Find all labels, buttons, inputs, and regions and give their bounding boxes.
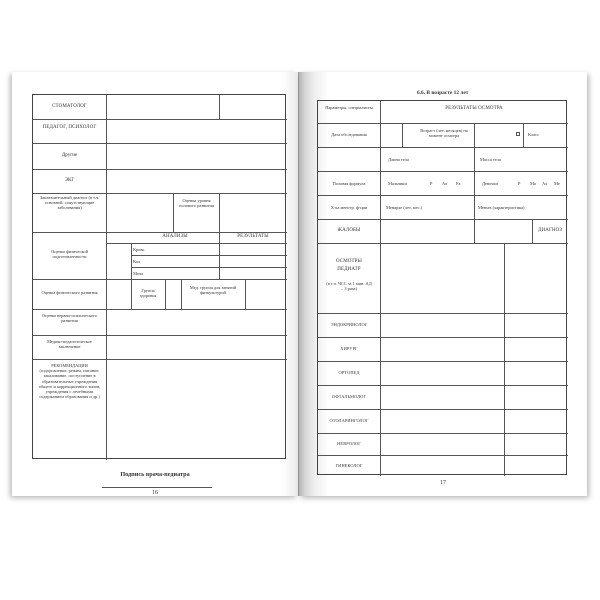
girls-code-3: Ах (542, 181, 548, 186)
girls-code-4: Ме (554, 181, 560, 186)
row-physical-development: Оценка физического развития (41, 290, 98, 295)
boys-code-1: Р (430, 181, 433, 186)
results-header: РЕЗУЛЬТАТЫ (237, 234, 269, 239)
body-mass-label: Масса тела (480, 157, 501, 162)
pediatrician-note: (в т.ч. ЧСС за 1 мин. АД – 3 раза) (326, 281, 372, 292)
test-blood: Кровь (133, 247, 145, 252)
menarche-label: Менархе (лет, мес.) (386, 205, 423, 210)
row-health-group: Группа здоровья (139, 288, 157, 299)
body-length-label: Длина тела (388, 157, 409, 162)
signature-line (102, 487, 212, 488)
page-number-left: 16 (152, 490, 158, 496)
gynecologist-label: ГИНЕКОЛОГ (335, 463, 363, 468)
surgeon-label: ХИРУРГ (340, 346, 358, 351)
exam-date-label: Дата обследования (331, 132, 367, 137)
row-other: Другие (61, 153, 78, 158)
signature-label: Подпись врача-педиатра (120, 471, 190, 478)
menses-label: Менses (характеристика) (478, 205, 525, 210)
age-label: Возраст (лет, месяцев) на момент осмотра (420, 128, 468, 139)
right-page-title: 6.6. В возрасте 12 лет (417, 90, 469, 96)
boys-code-3: Fa (456, 181, 461, 186)
boys-label: Мальчики (388, 181, 407, 186)
right-form-table (317, 100, 567, 475)
results-of-exam-label: РЕЗУЛЬТАТЫ ОСМОТРА (445, 106, 503, 111)
row-psychologist: ПЕДАГОГ, ПСИХОЛОГ (42, 125, 97, 130)
row-conclusion: Заключительный диагноз (в т.ч. основной, сопутствующие заболевания) (39, 195, 100, 211)
diagnosis-label: ДИАГНОЗ (538, 228, 562, 233)
row-med-ped-conclusion: Медико-педагогическое заключение (47, 339, 92, 350)
neurologist-label: НЕВРОЛОГ (337, 441, 361, 446)
params-label: Параметры, специалисты (325, 105, 373, 110)
ent-label: ОТОЛАРИНГОЛОГ (329, 418, 369, 423)
girls-label: Девочки (482, 181, 498, 186)
row-sexual-development: Оценка уровня полового развития (179, 198, 214, 209)
row-dentist: СТОМАТОЛОГ (52, 104, 87, 109)
test-feces: Кал (133, 259, 141, 264)
sex-formula-label: Половая формула (332, 181, 366, 186)
class-box[interactable] (516, 132, 520, 136)
row-ecg: ЭКГ (64, 178, 75, 183)
girls-code-1: Р (518, 181, 521, 186)
row-recommendations: РЕКОМЕНДАЦИИ (оздоровление, режим, питание, закаливание, поступление в образовательные учреждения общего и коррекционного типов, учреждения с лечебными содержанием образования и др.) (38, 363, 101, 400)
class-label: Класс (528, 132, 539, 137)
endocrinologist-label: ЭНДОКРИНОЛОГ (330, 322, 368, 327)
complaints-label: ЖАЛОБЫ (337, 228, 361, 233)
boys-code-2: Ах (442, 181, 448, 186)
left-form-table (32, 94, 286, 459)
row-physical-preparedness: Оценка физической подготовленности (51, 249, 88, 260)
row-neuro-psych: Оценка нервно-психического развития (42, 313, 97, 324)
exams-label: ОСМОТРЫ (336, 259, 362, 264)
row-pe-group: Мед. группа для занятий физкультурой (189, 285, 237, 296)
page-number-right: 17 (440, 480, 446, 486)
orthopedist-label: ОРТОПЕД (338, 370, 360, 375)
ophthalmologist-label: ОФТАЛЬМОЛОГ (331, 394, 367, 399)
girls-code-2: Ма (530, 181, 536, 186)
tests-header: АНАЛИЗЫ (162, 234, 188, 239)
pediatrician-label: ПЕДИАТР (337, 267, 361, 272)
test-urine: Моча (133, 271, 144, 276)
menstr-label: Х-ка менстр. ф-ции (330, 205, 368, 210)
right-page (299, 72, 587, 496)
left-page (12, 72, 298, 496)
